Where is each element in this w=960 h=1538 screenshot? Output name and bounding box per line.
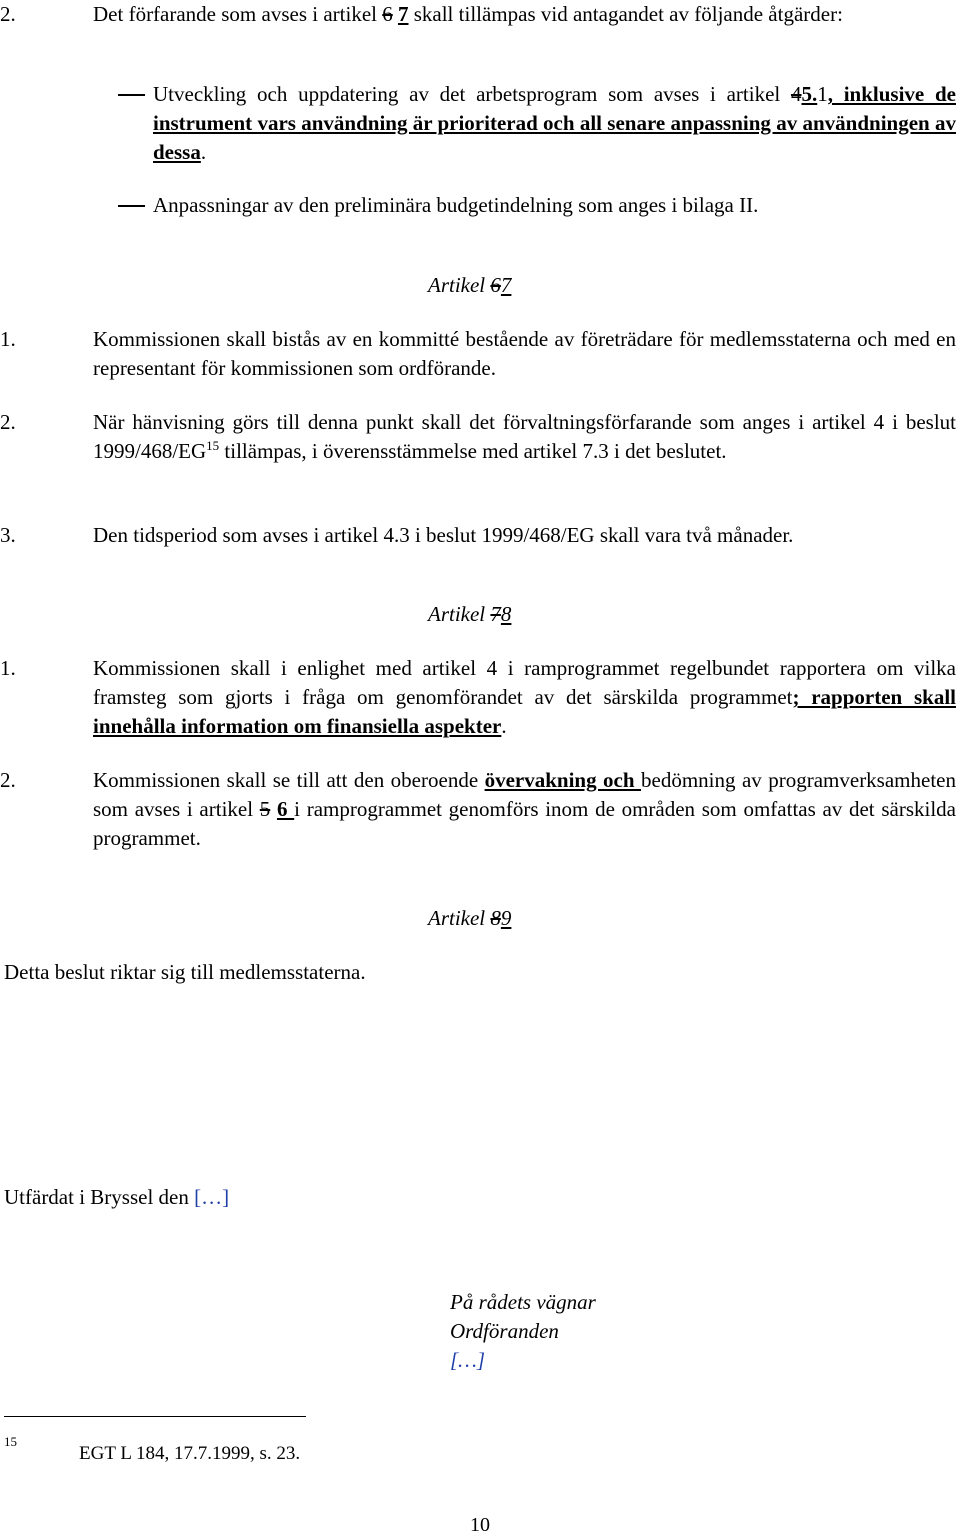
paragraph-2: [0, 408, 956, 466]
paragraph-text: Det förfarande som avses i artikel 6 7 skall tillämpas vid antagandet av följande åtgärder:: [93, 2, 843, 26]
paragraph-number: 1.: [0, 656, 16, 680]
paragraph-2: [0, 0, 956, 29]
deleted-text: 6: [382, 2, 393, 26]
inserted-text: 9: [500, 906, 512, 930]
paragraph-number: 1.: [0, 327, 16, 351]
paragraph-number: 2.: [0, 2, 16, 26]
article-heading: Artikel 78: [428, 602, 512, 626]
deleted-text: 8: [490, 906, 501, 930]
inserted-text: , inklusive de instrument vars användning är prioriterad och all senare anpassning av användningen av dessa: [153, 82, 956, 164]
footnote-separator: [4, 1416, 306, 1417]
paragraph-number: 2.: [0, 410, 16, 434]
footnote-marker: 15: [4, 1434, 17, 1449]
footnote-text: EGT L 184, 17.7.1999, s. 23.: [79, 1443, 301, 1464]
paragraph-text: Kommissionen skall se till att den oberoende övervakning och bedömning av programverksamheten som avses i artikel 5 6 i ramprogrammet genomförs inom de områden som omfattas av det särskilda programmet.: [93, 768, 956, 850]
paragraph-text: Kommissionen skall bistås av en kommitté bestående av företrädare för medlemsstaterna och med en representant för kommissionen som ordförande.: [93, 327, 956, 380]
deleted-text: 4: [790, 82, 802, 106]
inserted-text: 7: [500, 273, 512, 297]
article-heading: Artikel 67: [428, 273, 512, 297]
deleted-text: 7: [490, 602, 501, 626]
inserted-text: övervakning och: [484, 768, 642, 792]
paragraph-3: [0, 521, 956, 550]
date-placeholder: […]: [194, 1185, 230, 1209]
signature-block: [450, 1288, 596, 1375]
signature-placeholder: […]: [450, 1348, 486, 1372]
footnote-reference[interactable]: 15: [206, 438, 220, 453]
page-number: 10: [470, 1514, 490, 1536]
inserted-text: 8: [500, 602, 512, 626]
addressee-statement: Detta beslut riktar sig till medlemsstaterna.: [4, 960, 366, 984]
article-heading: Artikel 89: [428, 906, 512, 930]
list-item-1: Utveckling och uppdatering av det arbetsprogram som avses i artikel 45.1, inklusive de instrument vars användning är prioriterad och all senare anpassning av användningen av dessa.: [153, 82, 956, 164]
paragraph-2: [0, 766, 956, 853]
issued-line: Utfärdat i Bryssel den […]: [4, 1185, 230, 1209]
list-dash: [118, 205, 145, 207]
paragraph-text: Kommissionen skall i enlighet med artikel 4 i ramprogrammet regelbundet rapportera om vilka framsteg som gjorts i fråga om genomförandet av det särskilda programmet; rapporten skall innehålla information om finansiella aspekter.: [93, 656, 956, 738]
paragraph-number: 3.: [0, 523, 16, 547]
list-item-2: Anpassningar av den preliminära budgetindelning som anges i bilaga II.: [153, 193, 759, 217]
signature-behalf: På rådets vägnar: [450, 1290, 596, 1314]
deleted-text: 5: [259, 797, 271, 821]
paragraph-1: [0, 654, 956, 741]
list-dash: [118, 94, 145, 96]
paragraph-1: [0, 325, 956, 383]
deleted-text: 6: [490, 273, 501, 297]
paragraph-number: 2.: [0, 768, 16, 792]
paragraph-text: När hänvisning görs till denna punkt skall det förvaltningsförfarande som anges i artikel 4 i beslut 1999/468/EG$^{15}$ tillämpas, i överensstämmelse med artikel 7.3 i det beslutet.: [93, 410, 956, 463]
inserted-text: 6: [276, 797, 295, 821]
signature-title: Ordföranden: [450, 1319, 559, 1343]
inserted-text: 7: [397, 2, 409, 26]
paragraph-text: Den tidsperiod som avses i artikel 4.3 i beslut 1999/468/EG skall vara två månader.: [93, 523, 794, 547]
inserted-text: 5.: [801, 82, 818, 106]
inserted-text: ; rapporten skall innehålla information om finansiella aspekter: [93, 685, 956, 738]
